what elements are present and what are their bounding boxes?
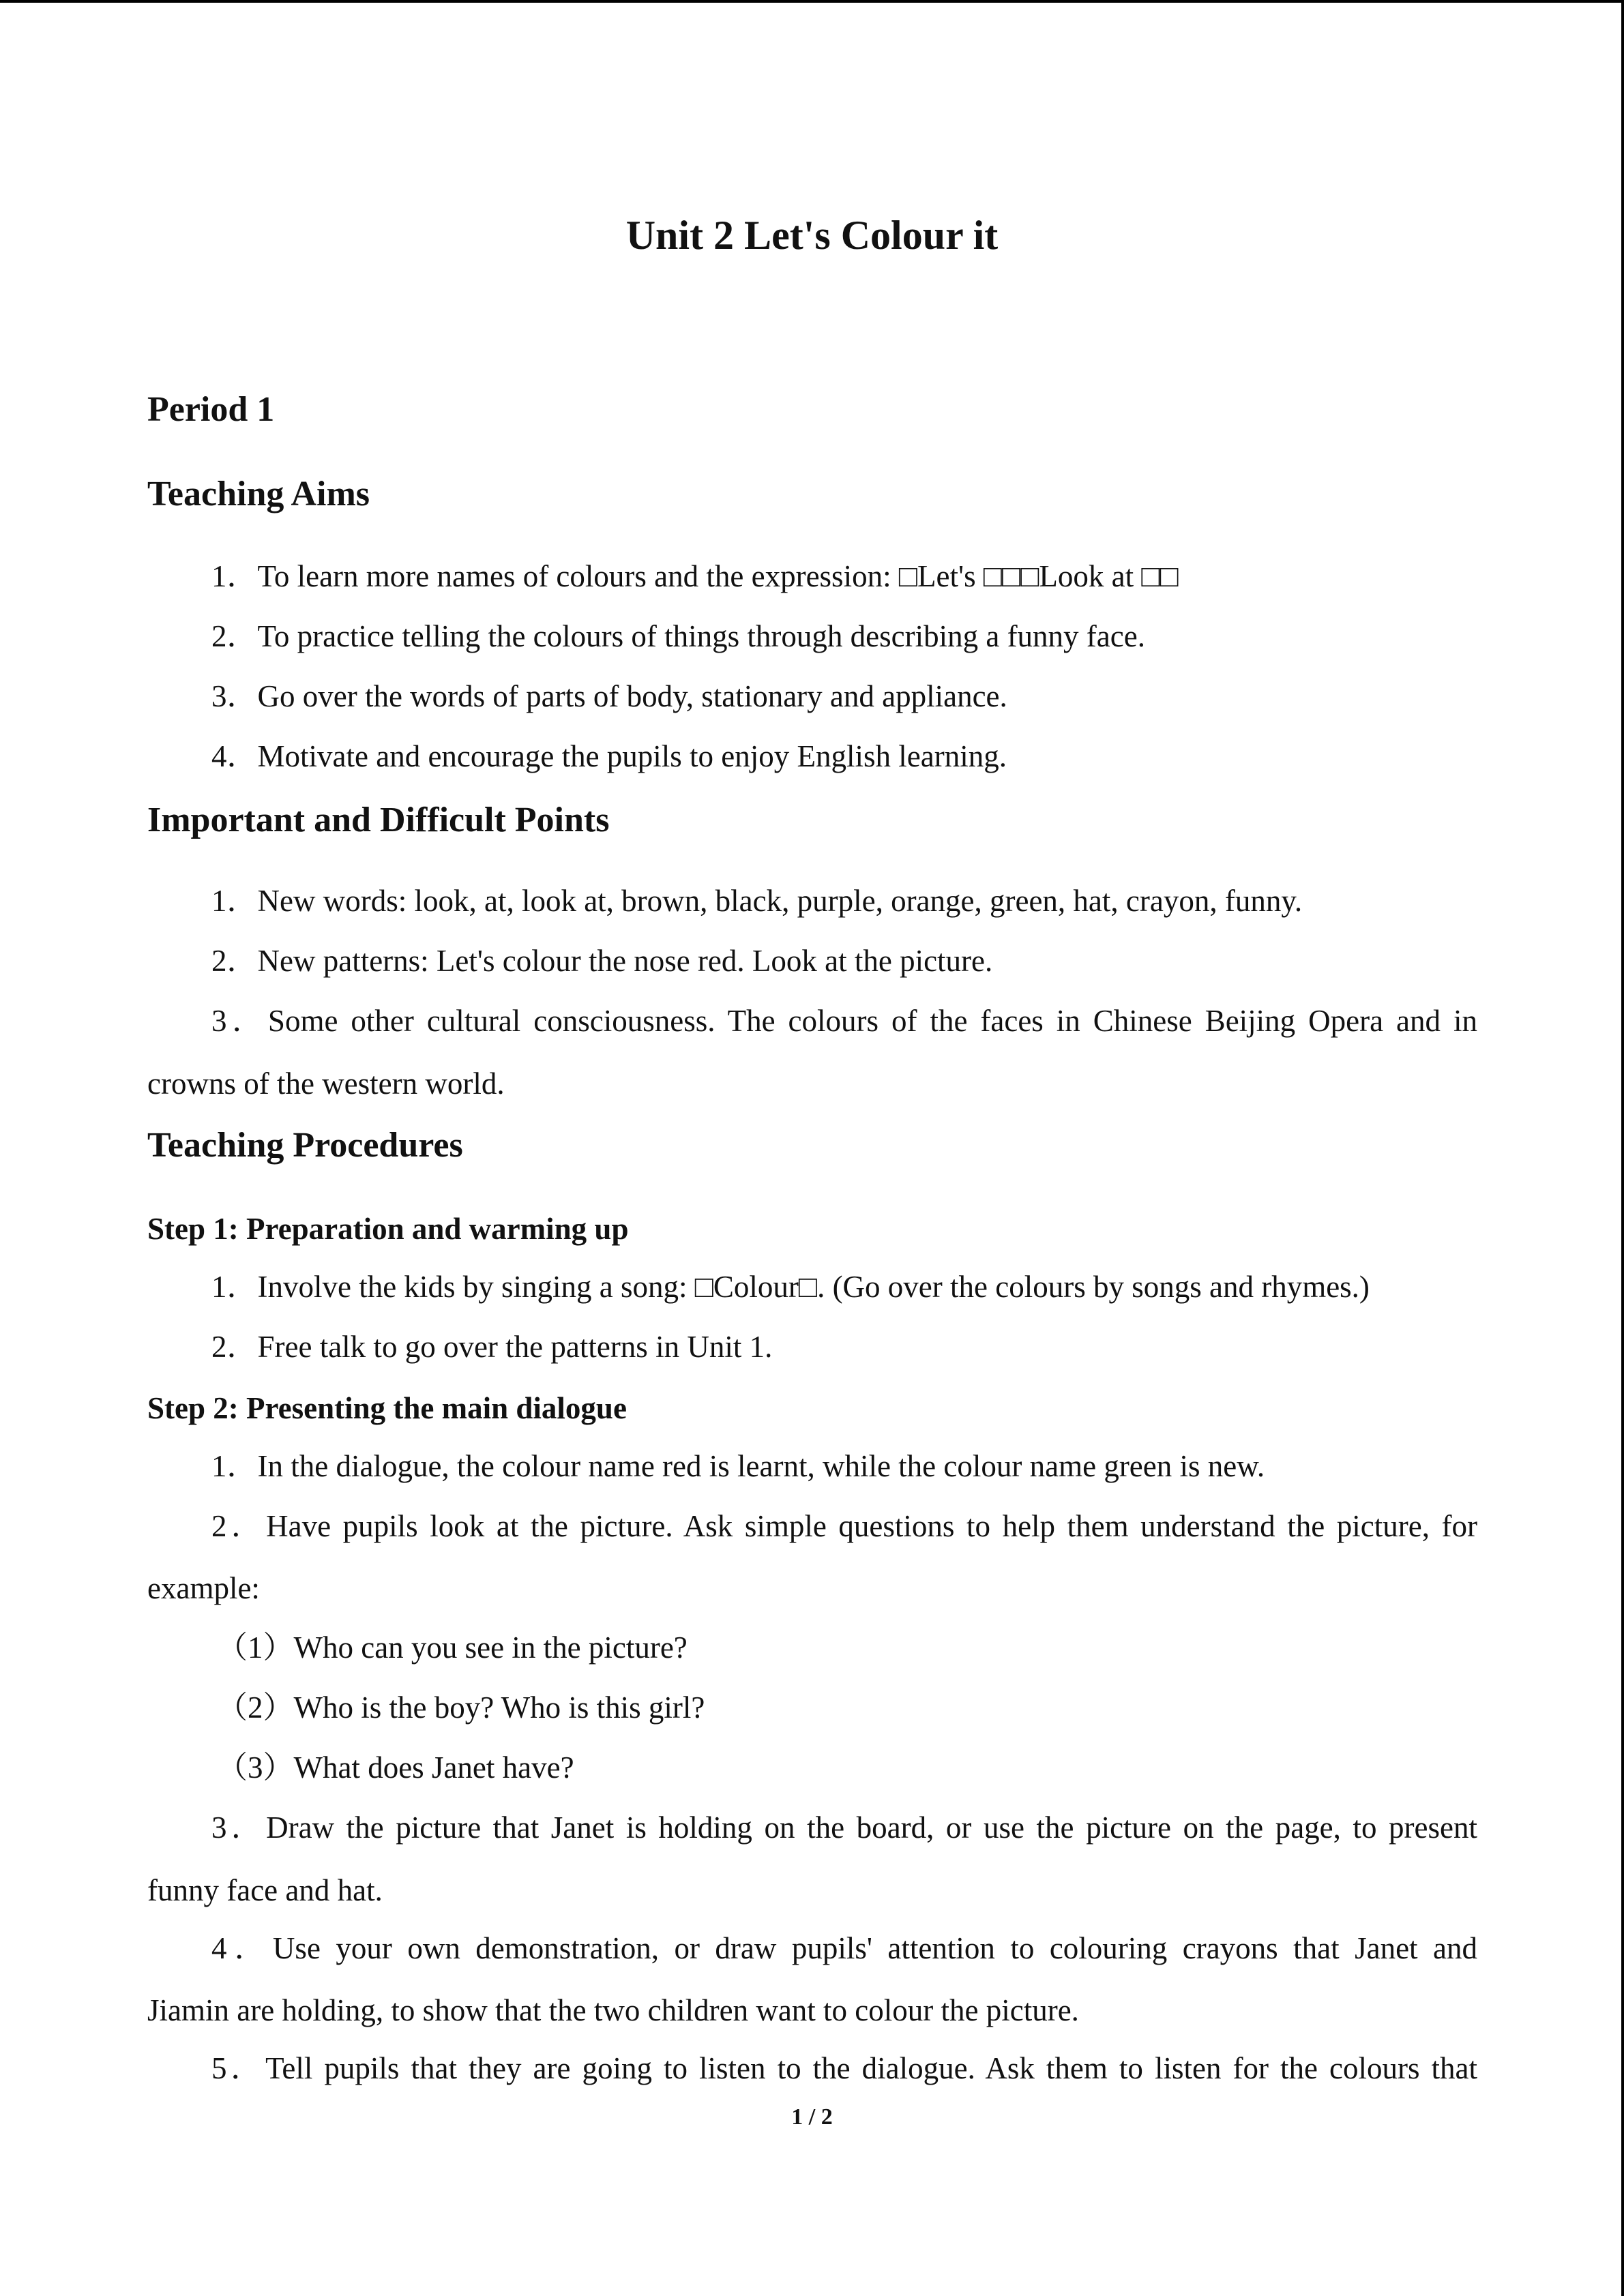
step2-heading: Step 2: Presenting the main dialogue bbox=[147, 1391, 627, 1425]
point-item-3: 3．Some other cultural consciousness. The colours of the faces in Chinese Beijing Opera and in bbox=[211, 1004, 1477, 1038]
step2-item-3: 3．Draw the picture that Janet is holding on the board, or use the picture on the page, to present bbox=[211, 1810, 1477, 1845]
teaching-procedures-heading: Teaching Procedures bbox=[147, 1126, 463, 1165]
step2-item-2-cont: example: bbox=[147, 1571, 260, 1605]
step2-item-2: 2．Have pupils look at the picture. Ask simple questions to help them understand the picture, for bbox=[211, 1509, 1477, 1543]
page-number: 1 / 2 bbox=[791, 2104, 833, 2130]
step2-item-4-cont: Jiamin are holding, to show that the two children want to colour the picture. bbox=[147, 1993, 1079, 2027]
aim-item-1: 1．To learn more names of colours and the expression: □Let's □□□Look at □□ bbox=[211, 559, 1179, 593]
aim-item-2: 2．To practice telling the colours of things through describing a funny face. bbox=[211, 619, 1145, 653]
step1-heading: Step 1: Preparation and warming up bbox=[147, 1212, 629, 1246]
point-item-3-cont: crowns of the western world. bbox=[147, 1067, 505, 1101]
step1-item-2: 2．Free talk to go over the patterns in Unit 1. bbox=[211, 1330, 773, 1364]
teaching-aims-heading: Teaching Aims bbox=[147, 475, 370, 513]
step1-item-1: 1．Involve the kids by singing a song: □Colour□. (Go over the colours by songs and rhymes.) bbox=[211, 1270, 1370, 1304]
point-item-2: 2．New patterns: Let's colour the nose red. Look at the picture. bbox=[211, 944, 993, 978]
step2-item-4: 4．Use your own demonstration, or draw pupils' attention to colouring crayons that Janet and bbox=[211, 1931, 1477, 1965]
question-2: （2）Who is the boy? Who is this girl? bbox=[217, 1690, 705, 1725]
aim-item-3: 3．Go over the words of parts of body, stationary and appliance. bbox=[211, 679, 1007, 713]
page-top-border bbox=[0, 0, 1624, 3]
step2-item-3-cont: funny face and hat. bbox=[147, 1873, 383, 1907]
step2-item-5: 5．Tell pupils that they are going to listen to the dialogue. Ask them to listen for the colours that bbox=[211, 2051, 1477, 2085]
period-heading: Period 1 bbox=[147, 390, 275, 429]
point-item-1: 1．New words: look, at, look at, brown, black, purple, orange, green, hat, crayon, funny. bbox=[211, 884, 1303, 918]
page-right-border bbox=[1621, 0, 1624, 2296]
step2-item-1: 1．In the dialogue, the colour name red is learnt, while the colour name green is new. bbox=[211, 1449, 1265, 1483]
question-1: （1）Who can you see in the picture? bbox=[217, 1630, 688, 1665]
document-title: Unit 2 Let's Colour it bbox=[625, 213, 999, 258]
aim-item-4: 4．Motivate and encourage the pupils to enjoy English learning. bbox=[211, 739, 1007, 773]
important-points-heading: Important and Difficult Points bbox=[147, 801, 610, 839]
question-3: （3）What does Janet have? bbox=[217, 1750, 574, 1785]
